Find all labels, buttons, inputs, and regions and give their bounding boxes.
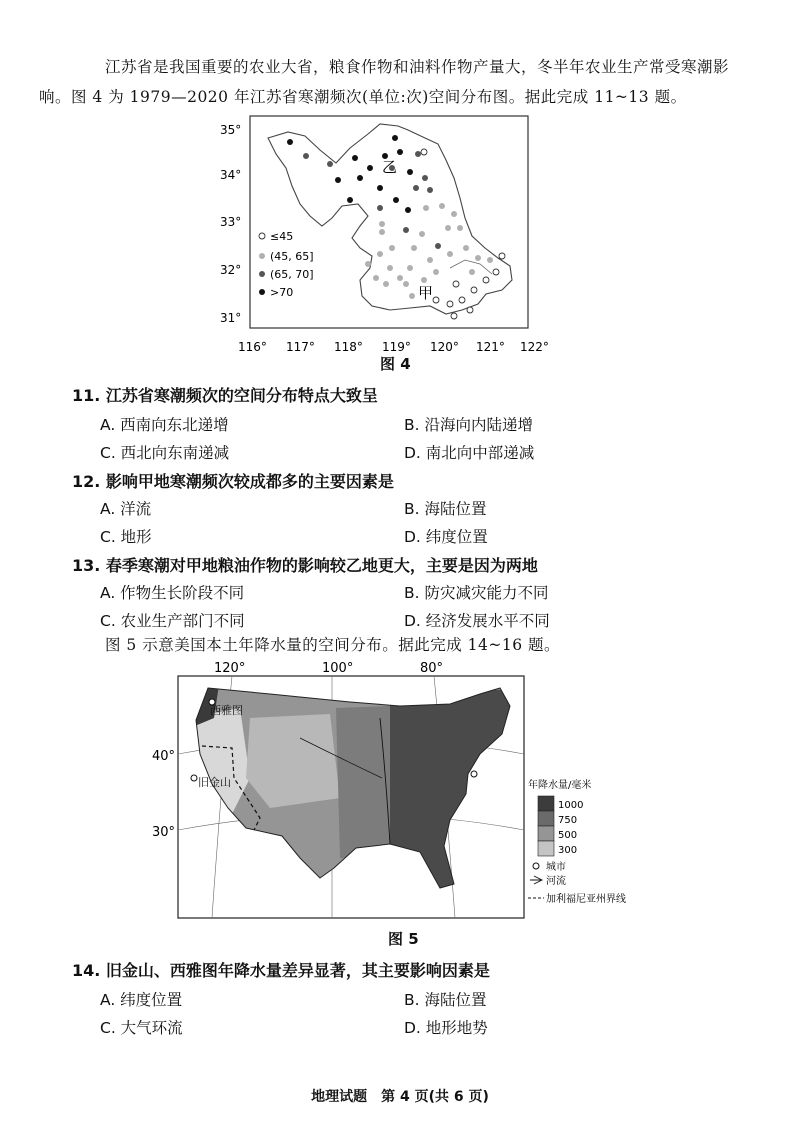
question-12-stem: 12. 影响甲地寒潮频次较成都多的主要因素是 [72,472,394,491]
q12-option-a[interactable]: A. 洋流 [100,500,152,518]
lon-label: 120° [430,340,459,354]
legend-1000: 1000 [558,800,584,811]
question-13-stem: 13. 春季寒潮对甲地粮油作物的影响较乙地更大，主要是因为两地 [72,556,538,575]
legend-river: 河流 [546,876,566,887]
intro-paragraph-1 [39,52,742,112]
lon-label: 100° [322,661,354,676]
legend-65-70: (65, 70] [270,268,314,281]
lat-label: 33° [220,215,242,229]
q14-option-a[interactable]: A. 纬度位置 [100,991,183,1009]
legend-500: 500 [558,830,578,841]
lat-label: 30° [152,825,176,840]
lat-label: 35° [220,123,242,137]
lon-label: 121° [476,340,505,354]
question-11-stem: 11. 江苏省寒潮频次的空间分布特点大致呈 [72,386,378,405]
lat-label: 31° [220,311,242,325]
figure-4-map [210,108,550,363]
place-yi-label: 乙 [382,158,398,176]
q11-option-c[interactable]: C. 西北向东南递减 [100,444,230,462]
figure-5-map [150,658,670,920]
figure-4-caption: 图 4 [380,355,411,373]
legend-45-65: (45, 65] [270,250,314,263]
legend-300: 300 [558,845,578,856]
jiangsu-outline [268,124,512,314]
figure-5-caption: 图 5 [388,930,419,948]
question-14-stem: 14. 旧金山、西雅图年降水量差异显著，其主要影响因素是 [72,961,490,980]
q14-option-b[interactable]: B. 海陆位置 [404,991,487,1009]
place-jia-label: 甲 [418,284,434,302]
lon-label: 80° [420,661,444,676]
city-sf-label: 旧金山 [198,776,231,789]
q12-option-b[interactable]: B. 海陆位置 [404,500,487,518]
q13-option-a[interactable]: A. 作物生长阶段不同 [100,584,245,602]
lat-label: 40° [152,749,176,764]
fig5-legend [528,778,626,905]
q14-option-d[interactable]: D. 地形地势 [404,1019,488,1037]
lon-label: 122° [520,340,549,354]
q13-option-b[interactable]: B. 防灾减灾能力不同 [404,584,549,602]
q13-option-d[interactable]: D. 经济发展水平不同 [404,612,550,630]
q11-option-b[interactable]: B. 沿海向内陆递增 [404,416,533,434]
city-seattle-label: 西雅图 [210,704,243,717]
lon-label: 120° [214,661,246,676]
q12-option-d[interactable]: D. 纬度位置 [404,528,488,546]
city-dc-label: 华盛顿 [478,770,511,783]
intro-paragraph-2: 图 5 示意美国本土年降水量的空间分布。据此完成 14~16 题。 [105,636,561,654]
legend-le45: ≤45 [270,230,294,243]
legend-title: 年降水量/毫米 [528,780,592,791]
q14-option-c[interactable]: C. 大气环流 [100,1019,183,1037]
fig4-legend [259,230,314,299]
lat-label: 32° [220,263,242,277]
q13-option-c[interactable]: C. 农业生产部门不同 [100,612,245,630]
lon-label: 118° [334,340,363,354]
legend-ca-border: 加利福尼亚州界线 [546,894,626,905]
lon-label: 116° [238,340,267,354]
intro-line-1: 江苏省是我国重要的农业大省，粮食作物和油料作物产量大，冬半年农业生产常受寒潮影 [105,58,730,76]
q11-option-d[interactable]: D. 南北向中部递减 [404,444,535,462]
dots-le45 [421,149,505,319]
lon-label: 117° [286,340,315,354]
intro-line-2: 响。图 4 为 1979—2020 年江苏省寒潮频次(单位:次)空间分布图。据此完成 11~13 题。 [39,88,687,106]
page-footer: 地理试题 第 4 页(共 6 页) [311,1089,489,1105]
legend-gt70: >70 [270,286,294,299]
lon-label: 119° [382,340,411,354]
legend-city: 城市 [546,862,566,873]
q12-option-c[interactable]: C. 地形 [100,528,152,546]
legend-750: 750 [558,815,578,826]
q11-option-a[interactable]: A. 西南向东北递增 [100,416,229,434]
lat-label: 34° [220,168,242,182]
